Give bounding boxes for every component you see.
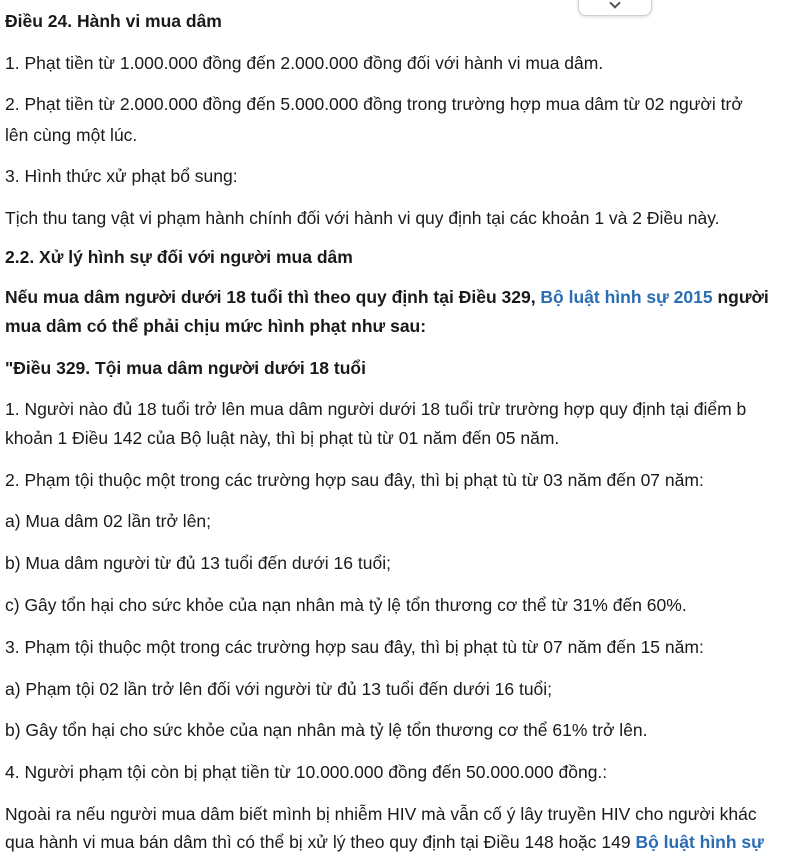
dieu24-title: Điều 24. Hành vi mua dâm bbox=[5, 11, 222, 31]
bo-luat-hinh-su-link[interactable]: Bộ luật hình sự 2015 bbox=[540, 287, 713, 307]
intro-line1 bbox=[5, 282, 769, 313]
dieu24-k3: 3. Hình thức xử phạt bổ sung: bbox=[5, 166, 238, 186]
d329-k2-c: c) Gây tổn hại cho sức khỏe của nạn nhân mà tỷ lệ tổn thương cơ thể từ 31% đến 60%. bbox=[5, 595, 687, 615]
d329-k3: 3. Phạm tội thuộc một trong các trường hợp sau đây, thì bị phạt tù từ 07 năm đến 15 năm: bbox=[5, 637, 704, 657]
collapse-toc-button[interactable] bbox=[578, 0, 652, 16]
outro-line1: Ngoài ra nếu người mua dâm biết mình bị nhiễm HIV mà vẫn cố ý lây truyền HIV cho người khác bbox=[5, 804, 757, 824]
d329-k4: 4. Người phạm tội còn bị phạt tiền từ 10.000.000 đồng đến 50.000.000 đồng.: bbox=[5, 762, 608, 782]
d329-k2-a: a) Mua dâm 02 lần trở lên; bbox=[5, 511, 212, 531]
dieu329-title: "Điều 329. Tội mua dâm người dưới 18 tuổi bbox=[5, 358, 366, 378]
dieu24-k3-text: Tịch thu tang vật vi phạm hành chính đối với hành vi quy định tại các khoản 1 và 2 Điều này. bbox=[5, 208, 720, 228]
d329-k3-b: b) Gây tổn hại cho sức khỏe của nạn nhân mà tỷ lệ tổn thương cơ thể 61% trở lên. bbox=[5, 720, 648, 740]
chevron-down-icon bbox=[609, 0, 620, 9]
intro-line2: mua dâm có thể phải chịu mức hình phạt như sau: bbox=[5, 316, 427, 336]
dieu24-k1: 1. Phạt tiền từ 1.000.000 đồng đến 2.000.000 đồng đối với hành vi mua dâm. bbox=[5, 53, 604, 73]
outro-text: qua hành vi mua bán dâm thì có thể bị xử lý theo quy định tại Điều 148 hoặc 149 bbox=[5, 832, 636, 852]
dieu24-k2-line2: lên cùng một lúc. bbox=[5, 125, 138, 145]
section-2-2-heading: 2.2. Xử lý hình sự đối với người mua dâm bbox=[5, 247, 353, 267]
d329-k3-a: a) Phạm tội 02 lần trở lên đối với người từ đủ 13 tuổi đến dưới 16 tuổi; bbox=[5, 679, 553, 699]
intro-text-part1: Nếu mua dâm người dưới 18 tuổi thì theo quy định tại Điều 329, bbox=[5, 287, 541, 307]
intro-text-part2: người bbox=[712, 287, 769, 307]
d329-k2-b: b) Mua dâm người từ đủ 13 tuổi đến dưới 16 tuổi; bbox=[5, 553, 391, 573]
outro-line2 bbox=[5, 827, 764, 858]
d329-k1-line1: 1. Người nào đủ 18 tuổi trở lên mua dâm người dưới 18 tuổi trừ trường hợp quy định tại điểm b bbox=[5, 399, 747, 419]
d329-k1-line2: khoản 1 Điều 142 của Bộ luật này, thì bị phạt tù từ 01 năm đến 05 năm. bbox=[5, 428, 560, 448]
bo-luat-hinh-su-link-2[interactable]: Bộ luật hình sự bbox=[635, 832, 764, 852]
dieu24-k2-line1: 2. Phạt tiền từ 2.000.000 đồng đến 5.000.000 đồng trong trường hợp mua dâm từ 02 người trở bbox=[5, 94, 743, 114]
d329-k2: 2. Phạm tội thuộc một trong các trường hợp sau đây, thì bị phạt tù từ 03 năm đến 07 năm: bbox=[5, 470, 704, 490]
